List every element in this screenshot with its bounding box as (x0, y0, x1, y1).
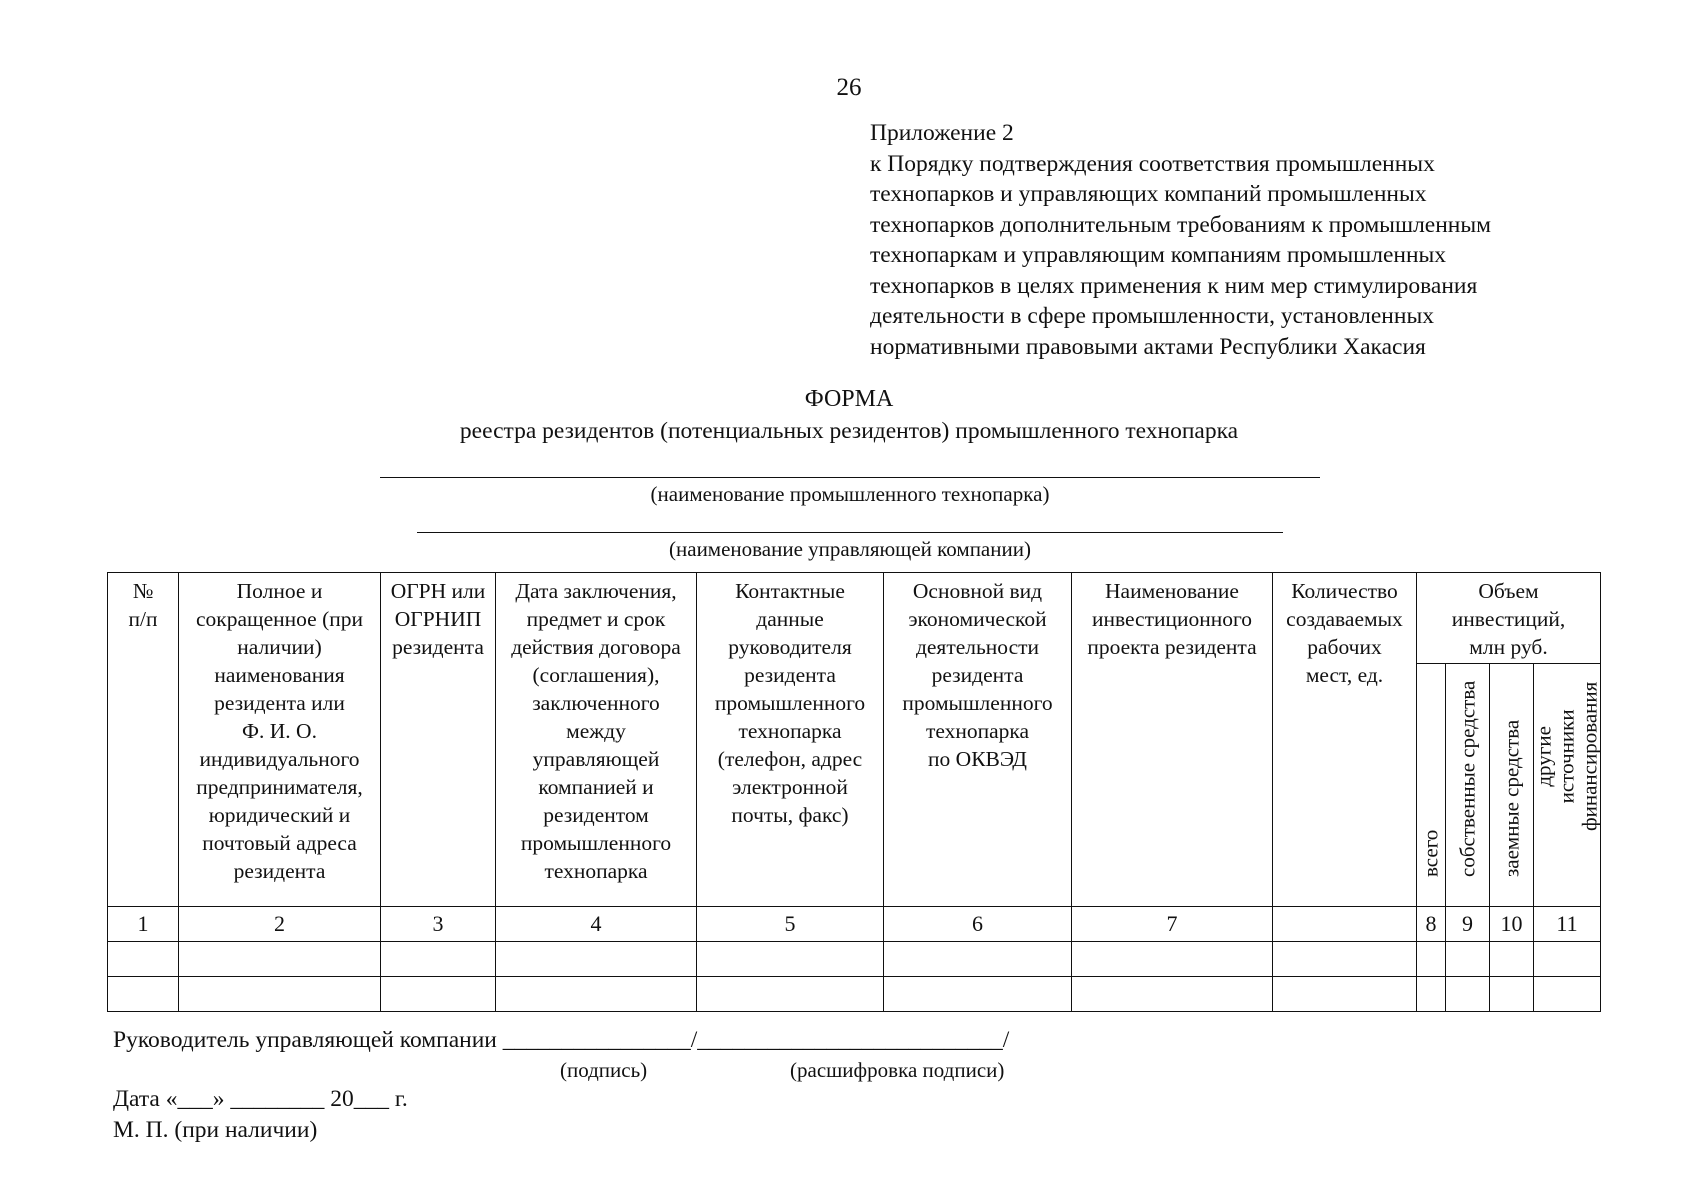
empty-cell (697, 942, 884, 977)
header-number: № п/п (108, 573, 179, 907)
signature-blank: ________________ (502, 1027, 691, 1053)
empty-cell (1490, 942, 1534, 977)
header-investment-total (1417, 664, 1446, 907)
empty-cell (884, 942, 1072, 977)
empty-cell (179, 942, 381, 977)
table-row (108, 977, 1601, 1012)
header-ogrn: ОГРН или ОГРНИП резидента (381, 573, 496, 907)
signature-slash: / (690, 1027, 698, 1053)
appendix-line: Приложение 2 (870, 120, 1014, 146)
column-number (1273, 907, 1417, 942)
empty-cell (496, 942, 697, 977)
empty-cell (381, 977, 496, 1012)
technopark-name-caption: (наименование промышленного технопарка) (650, 482, 1050, 506)
table-row (108, 942, 1601, 977)
column-number: 1 (108, 907, 179, 942)
header-okved: Основной вид экономической деятельности резидента промышленного технопарка по ОКВЭД (884, 573, 1072, 907)
empty-cell (1072, 942, 1273, 977)
empty-cell (1273, 977, 1417, 1012)
header-investment-borrowed-label: заемные средства (1499, 719, 1523, 877)
stamp-line: М. П. (при наличии) (113, 1117, 318, 1143)
empty-cell (179, 977, 381, 1012)
column-number: 3 (381, 907, 496, 942)
page-number: 26 (836, 74, 862, 101)
appendix-line: к Порядку подтверждения соответствия промышленных (870, 150, 1435, 177)
form-subtitle: реестра резидентов (потенциальных резидентов) промышленного технопарка (459, 418, 1239, 444)
date-line: Дата «___» ________ 20___ г. (113, 1086, 408, 1112)
appendix-line: технопарков и управляющих компаний промышленных (870, 181, 1427, 207)
resident-register-table (107, 572, 1601, 1012)
header-investment-total-label: всего (1418, 829, 1443, 877)
column-number-row (108, 907, 1601, 942)
header-jobs: Количество создаваемых рабочих мест, ед. (1273, 573, 1417, 907)
empty-cell (1417, 977, 1446, 1012)
signature-label: Руководитель управляющей компании (113, 1027, 497, 1053)
empty-cell (108, 942, 179, 977)
header-investment-borrowed (1490, 664, 1534, 907)
signature-decoding-caption: (расшифровка подписи) (790, 1058, 1005, 1082)
header-investment-other-label: другие источники финансирования (1531, 681, 1602, 831)
header-contacts: Контактные данные руководителя резидента промышленного технопарка (телефон, адрес электронной почты, факс) (697, 573, 884, 907)
column-number: 2 (179, 907, 381, 942)
header-investment-own (1446, 664, 1490, 907)
column-number: 8 (1417, 907, 1446, 942)
empty-cell (496, 977, 697, 1012)
header-investment-own-label: собственные средства (1455, 680, 1479, 877)
empty-cell (1490, 977, 1534, 1012)
company-name-caption: (наименование управляющей компании) (669, 537, 1031, 561)
technopark-name-line (380, 477, 1320, 478)
empty-cell (381, 942, 496, 977)
header-resident-name: Полное и сокращенное (при наличии) наименования резидента или Ф. И. О. индивидуального предпринимателя, юридический и почтовый адреса резидента (179, 573, 381, 907)
empty-cell (697, 977, 884, 1012)
column-number: 4 (496, 907, 697, 942)
empty-cell (1446, 942, 1490, 977)
column-number: 11 (1534, 907, 1601, 942)
header-investment: Объем инвестиций, млн руб. (1417, 573, 1601, 664)
appendix-line: технопарков в целях применения к ним мер стимулирования (870, 272, 1478, 299)
header-project: Наименование инвестиционного проекта резидента (1072, 573, 1273, 907)
header-investment-other (1531, 664, 1602, 907)
empty-cell (1072, 977, 1273, 1012)
signature-decoding-blank: __________________________ (697, 1027, 1003, 1053)
empty-cell (1446, 977, 1490, 1012)
form-title: ФОРМА (804, 386, 894, 412)
signature-line (113, 1027, 1009, 1054)
column-number: 5 (697, 907, 884, 942)
signature-caption: (подпись) (560, 1058, 648, 1082)
column-number: 9 (1446, 907, 1490, 942)
appendix-line: деятельности в сфере промышленности, установленных (870, 303, 1434, 329)
appendix-line: технопарков дополнительным требованиям к промышленным (870, 211, 1492, 238)
appendix-line: технопаркам и управляющим компаниям промышленных (870, 242, 1447, 268)
empty-cell (1417, 942, 1446, 977)
appendix-line: нормативными правовыми актами Республики Хакасия (870, 333, 1426, 360)
column-number: 10 (1490, 907, 1534, 942)
empty-cell (884, 977, 1072, 1012)
column-number: 6 (884, 907, 1072, 942)
company-name-line (417, 532, 1283, 533)
column-number: 7 (1072, 907, 1273, 942)
empty-cell (1534, 942, 1601, 977)
empty-cell (108, 977, 179, 1012)
signature-slash: / (1002, 1027, 1010, 1053)
empty-cell (1534, 977, 1601, 1012)
header-contract: Дата заключения, предмет и срок действия договора (соглашения), заключенного между управляющей компанией и резидентом промышленного технопарка (496, 573, 697, 907)
empty-cell (1273, 942, 1417, 977)
appendix-note (870, 118, 1670, 362)
